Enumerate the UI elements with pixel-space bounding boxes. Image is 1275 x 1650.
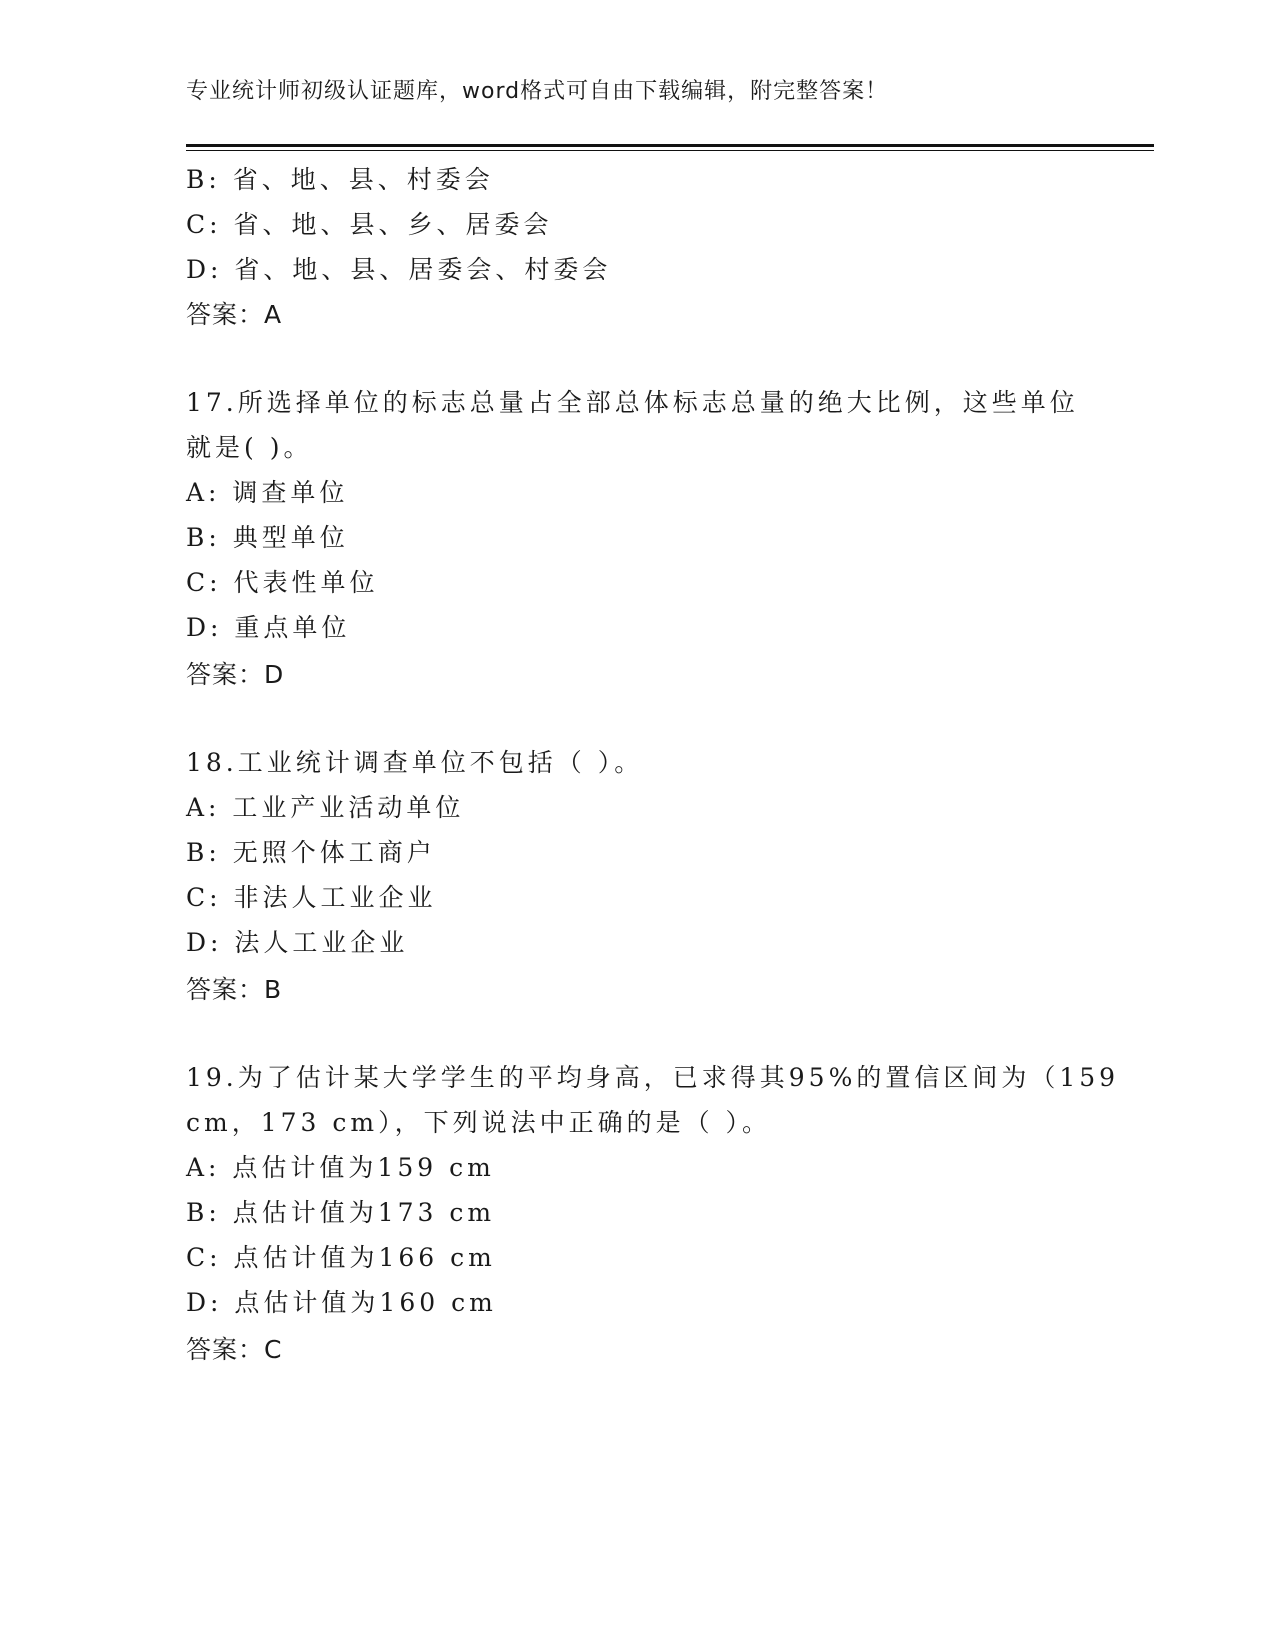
page-header: 专业统计师初级认证题库，word格式可自由下载编辑，附完整答案！	[186, 79, 889, 104]
q18-answer: 答案：B	[186, 975, 283, 1004]
q16-answer: 答案：A	[186, 300, 283, 329]
header-rule-thick	[186, 144, 1154, 147]
q17-answer: 答案：D	[186, 660, 285, 689]
q18-option-c: C: 非法人工业企业	[186, 883, 437, 912]
q19-option-a: A: 点估计值为159 cm	[186, 1153, 495, 1182]
q19-stem-line1: 19.为了估计某大学学生的平均身高，已求得其95%的置信区间为（159	[186, 1063, 1120, 1092]
q18-stem: 18.工业统计调查单位不包括（ ）。	[186, 748, 644, 777]
q19-option-b: B: 点估计值为173 cm	[186, 1198, 496, 1227]
q17-stem-line1: 17.所选择单位的标志总量占全部总体标志总量的绝大比例，这些单位	[186, 388, 1079, 417]
q19-stem-line2: cm，173 cm），下列说法中正确的是（ ）。	[186, 1108, 772, 1137]
q19-option-c: C: 点估计值为166 cm	[186, 1243, 496, 1272]
q16-option-c: C: 省、地、县、乡、居委会	[186, 210, 553, 239]
q18-option-a: A: 工业产业活动单位	[186, 793, 465, 822]
q17-option-c: C: 代表性单位	[186, 568, 379, 597]
q18-option-d: D: 法人工业企业	[186, 928, 409, 957]
q16-option-b: B: 省、地、县、村委会	[186, 165, 494, 194]
q17-option-a: A: 调查单位	[186, 478, 349, 507]
q17-stem-line2: 就是( )。	[186, 433, 313, 462]
q17-option-d: D: 重点单位	[186, 613, 351, 642]
q18-option-b: B: 无照个体工商户	[186, 838, 436, 867]
q16-option-d: D: 省、地、县、居委会、村委会	[186, 255, 612, 284]
q19-answer: 答案：C	[186, 1335, 283, 1364]
q17-option-b: B: 典型单位	[186, 523, 349, 552]
q19-option-d: D: 点估计值为160 cm	[186, 1288, 497, 1317]
header-rule-thin	[186, 150, 1154, 151]
